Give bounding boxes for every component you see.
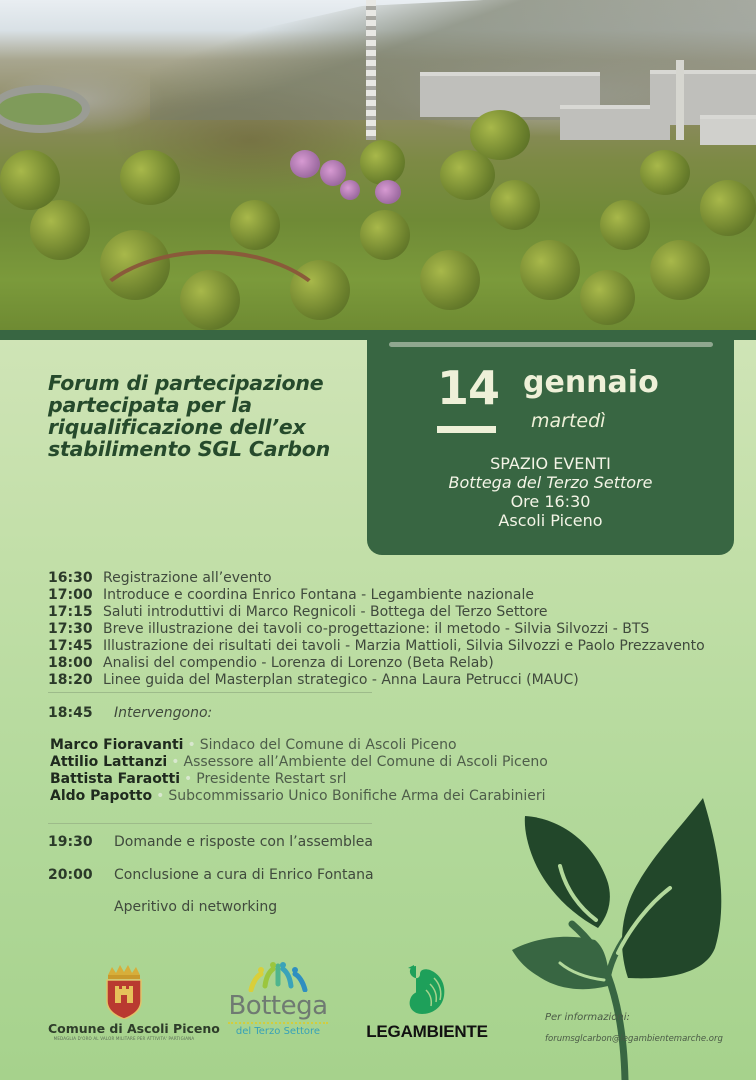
title-line: stabilimento SGL Carbon <box>48 437 330 461</box>
comune-logo <box>48 965 220 1041</box>
factory-building <box>700 115 756 145</box>
title-line: riqualificazione dell’ex <box>48 415 306 439</box>
bottega-logo <box>228 962 328 1037</box>
tree-shape <box>650 240 710 300</box>
tree-shape <box>360 140 405 185</box>
closing-item <box>48 867 374 900</box>
tree-shape <box>420 250 480 310</box>
date-card <box>367 338 734 555</box>
closing-time: 20:00 <box>48 866 93 883</box>
closing-time: 19:30 <box>48 834 93 850</box>
tree-shape <box>230 200 280 250</box>
schedule-item <box>48 638 705 655</box>
title-line: partecipata per la <box>48 393 252 417</box>
contact-email-link[interactable]: forumsglcarbon@legambientemarche.org <box>545 1034 723 1044</box>
speakers-list <box>50 737 548 805</box>
event-weekday: martedì <box>531 410 606 432</box>
speaker-item <box>50 754 548 771</box>
schedule-time: 17:00 <box>48 587 93 603</box>
flowering-tree-shape <box>375 180 401 204</box>
schedule-item <box>48 587 705 604</box>
speaker-role: Presidente Restart srl <box>196 771 347 787</box>
tree-shape <box>30 200 90 260</box>
schedule-time: 16:30 <box>48 570 93 586</box>
speaker-item <box>50 771 548 788</box>
tree-shape <box>580 270 635 325</box>
schedule-text: Linee guida del Masterplan strategico - Anna Laura Petrucci (MAUC) <box>103 672 579 688</box>
schedule-item <box>48 672 705 689</box>
tree-shape <box>640 150 690 195</box>
interventions-label: Intervengono: <box>114 705 213 721</box>
schedule-text: Saluti introduttivi di Marco Regnicoli - Bottega del Terzo Settore <box>103 604 548 620</box>
schedule-time: 17:15 <box>48 604 93 620</box>
schedule-item <box>48 655 705 672</box>
comune-name: Comune di Ascoli Piceno <box>48 1021 220 1036</box>
comune-subtitle: MEDAGLIA D'ORO AL VALOR MILITARE PER ATTIVITA' PARTIGIANA <box>53 1036 195 1041</box>
tree-shape <box>520 240 580 300</box>
stadium-shape <box>0 85 90 133</box>
schedule-time: 17:45 <box>48 638 93 654</box>
bottega-figures-icon <box>243 962 313 992</box>
flowering-tree-shape <box>340 180 360 200</box>
speaker-role: Sindaco del Comune di Ascoli Piceno <box>199 737 457 753</box>
speaker-role: Assessore all’Ambiente del Comune di Ascoli Piceno <box>183 754 548 770</box>
tree-shape <box>470 110 530 160</box>
venue-name: Bottega del Terzo Settore <box>448 473 653 492</box>
closing-item <box>48 834 374 867</box>
speaker-item <box>50 737 548 754</box>
event-day: 14 <box>437 361 500 415</box>
bottega-subtitle: del Terzo Settore <box>228 1022 328 1037</box>
legambiente-swan-icon <box>406 962 448 1016</box>
ascoli-crest-icon <box>104 965 144 1019</box>
closing-text: Conclusione a cura di Enrico Fontana <box>114 866 374 883</box>
bullet-separator: • <box>184 771 193 787</box>
schedule-item <box>48 621 705 638</box>
hero-image <box>0 0 756 332</box>
divider <box>48 823 372 824</box>
chimney-shape <box>366 0 376 140</box>
day-underline <box>437 426 496 433</box>
bullet-separator: • <box>156 788 165 804</box>
venue-type: SPAZIO EVENTI <box>490 454 611 473</box>
tree-shape <box>0 150 60 210</box>
schedule-time: 18:00 <box>48 655 93 671</box>
speaker-role: Subcommissario Unico Bonifiche Arma dei Carabinieri <box>168 788 546 804</box>
schedule-text: Analisi del compendio - Lorenza di Lorenzo (Beta Relab) <box>103 655 494 671</box>
bullet-separator: • <box>187 737 196 753</box>
chimney-shape <box>676 60 684 140</box>
schedule-text: Breve illustrazione dei tavoli co-progettazione: il metodo - Silvia Silvozzi - BTS <box>103 621 650 637</box>
closing-time <box>48 899 114 932</box>
card-top-bar <box>389 342 713 347</box>
closing-text: Aperitivo di networking <box>114 899 278 915</box>
bottega-name: Bottega <box>228 991 328 1021</box>
schedule-time: 18:20 <box>48 672 93 688</box>
interventions-time: 18:45 <box>48 705 93 721</box>
schedule-item <box>48 604 705 621</box>
speaker-name: Marco Fioravanti <box>50 737 184 753</box>
title-line: Forum di partecipazione <box>48 371 324 395</box>
tree-shape <box>360 210 410 260</box>
venue-info <box>367 454 734 530</box>
schedule-text: Introduce e coordina Enrico Fontana - Legambiente nazionale <box>103 587 534 603</box>
schedule-text: Illustrazione dei risultati dei tavoli - Marzia Mattioli, Silvia Silvozzi e Paolo Prezzavento <box>103 638 705 654</box>
event-month: gennaio <box>523 365 659 400</box>
contact-info <box>545 1005 723 1044</box>
tree-shape <box>600 200 650 250</box>
closing-item <box>48 899 374 932</box>
tree-shape <box>490 180 540 230</box>
event-city: Ascoli Piceno <box>498 511 603 530</box>
speaker-name: Attilio Lattanzi <box>50 754 168 770</box>
bullet-separator: • <box>171 754 180 770</box>
divider <box>48 692 372 693</box>
legambiente-logo <box>362 962 492 1042</box>
flowering-tree-shape <box>290 150 320 178</box>
tree-shape <box>120 150 180 205</box>
tree-shape <box>700 180 756 236</box>
closing-text: Domande e risposte con l’assemblea <box>114 834 373 850</box>
schedule-item <box>48 570 705 587</box>
event-time: Ore 16:30 <box>510 492 591 511</box>
speaker-item <box>50 788 548 805</box>
schedule-text: Registrazione all’evento <box>103 570 272 586</box>
interventions-header <box>48 705 212 721</box>
info-label: Per informazioni: <box>545 1012 630 1023</box>
speaker-name: Aldo Papotto <box>50 788 153 804</box>
schedule-list <box>48 570 705 689</box>
event-title <box>48 372 368 460</box>
schedule-time: 17:30 <box>48 621 93 637</box>
legambiente-name: LEGAMBIENTE <box>366 1022 488 1041</box>
closing-list <box>48 834 374 932</box>
speaker-name: Battista Faraotti <box>50 771 180 787</box>
